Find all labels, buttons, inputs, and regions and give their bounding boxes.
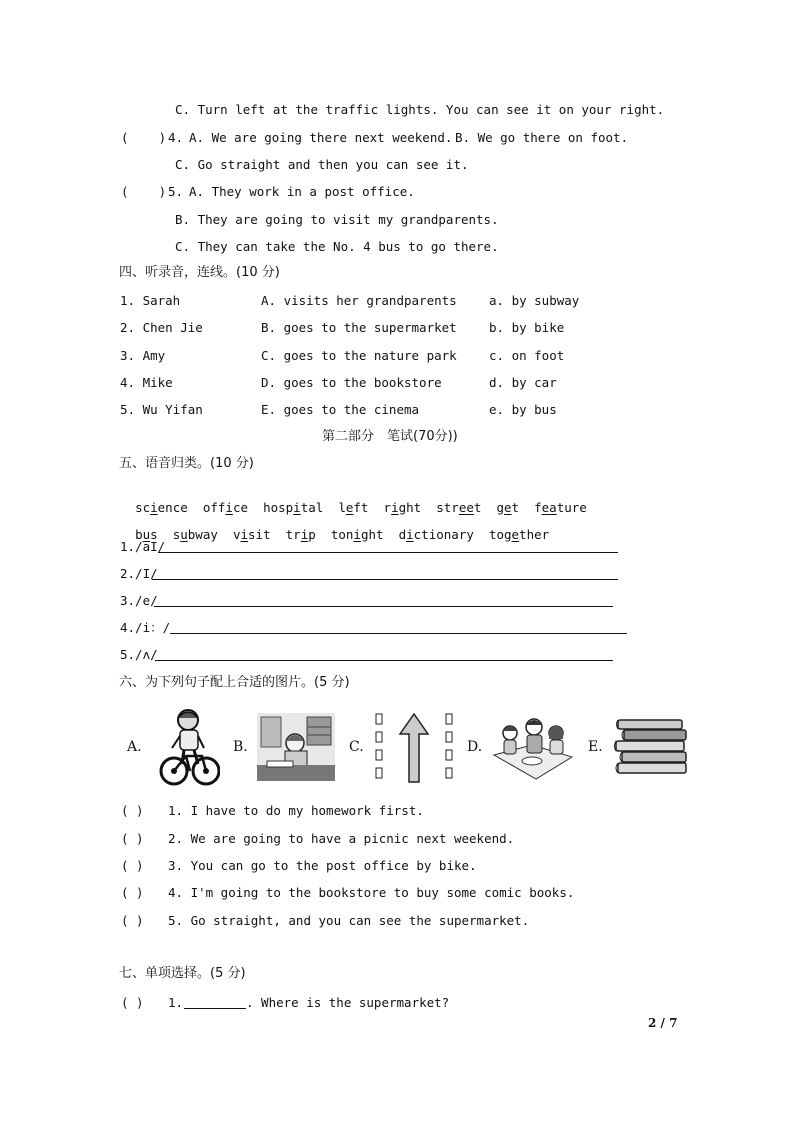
word: science — [135, 500, 188, 515]
q5-option-b: B. They are going to visit my grandparents. — [175, 212, 499, 227]
q4-option-c: C. Go straight and then you can see it. — [175, 157, 469, 172]
q4-option-b: B. We go there on foot. — [455, 130, 629, 145]
answer-paren[interactable]: ( ) — [121, 885, 144, 900]
match-name: 3. Amy — [120, 348, 166, 363]
go-straight-arrow-picture — [374, 712, 456, 784]
answer-blank[interactable] — [158, 540, 618, 553]
word: feature — [534, 500, 587, 515]
match-transport: e. by bus — [489, 402, 557, 417]
answer-paren[interactable]: ( ) — [121, 995, 144, 1010]
answer-blank[interactable] — [155, 648, 613, 661]
word: left — [338, 500, 369, 515]
question-number: 1. — [168, 995, 184, 1010]
section7-title: 七、单项选择。(5 分) — [119, 966, 246, 981]
match-sentence: 4. I'm going to the bookstore to buy some comic books. — [168, 885, 575, 900]
word: visit — [232, 527, 271, 542]
answer-paren[interactable]: ( ) — [121, 858, 144, 873]
word: trip — [285, 527, 316, 542]
q4-number: 4. — [168, 130, 184, 145]
q4-paren: ( ) — [121, 130, 167, 145]
match-place: A. visits her grandparents — [261, 293, 457, 308]
phoneme-label: 3./e/ — [120, 593, 158, 608]
answer-blank[interactable] — [184, 996, 246, 1009]
answer-blank[interactable] — [152, 567, 618, 580]
part2-title: 第二部分 笔试(70分)) — [322, 429, 458, 444]
picture-label: A. — [127, 739, 142, 755]
word: street — [436, 500, 482, 515]
match-sentence: 3. You can go to the post office by bike. — [168, 858, 477, 873]
match-place: B. goes to the supermarket — [261, 320, 457, 335]
q5-paren: ( ) — [121, 184, 167, 199]
word-row-2 — [120, 511, 549, 543]
section4-title: 四、听录音，连线。(10 分) — [119, 265, 280, 280]
picture-label: D. — [467, 739, 483, 755]
word: subway — [172, 527, 218, 542]
phoneme-label: 5./ʌ/ — [120, 647, 158, 662]
answer-paren[interactable]: ( ) — [121, 831, 144, 846]
match-transport: b. by bike — [489, 320, 565, 335]
child-on-bike-picture — [158, 708, 220, 788]
word: get — [496, 500, 520, 515]
phoneme-label: 4./i：/ — [120, 620, 171, 635]
student-doing-homework-picture — [257, 713, 335, 781]
match-place: D. goes to the bookstore — [261, 375, 442, 390]
word: hospital — [263, 500, 324, 515]
question-text: . Where is the supermarket? — [246, 995, 450, 1010]
picture-label: C. — [349, 739, 364, 755]
picture-label: B. — [233, 739, 248, 755]
answer-blank[interactable] — [154, 594, 613, 607]
match-transport: c. on foot — [489, 348, 565, 363]
match-place: C. goes to the nature park — [261, 348, 457, 363]
word: together — [488, 527, 550, 542]
q5-option-a: A. They work in a post office. — [189, 184, 415, 199]
match-transport: a. by subway — [489, 293, 580, 308]
q3-option-c: C. Turn left at the traffic lights. You can see it on your right. — [175, 102, 665, 117]
word: right — [383, 500, 422, 515]
section6-title: 六、为下列句子配上合适的图片。(5 分) — [119, 675, 350, 690]
phoneme-label: 1./aI/ — [120, 539, 166, 554]
word: dictionary — [398, 527, 474, 542]
match-name: 4. Mike — [120, 375, 173, 390]
picture-label: E. — [588, 739, 603, 755]
word: tonight — [330, 527, 384, 542]
match-name: 1. Sarah — [120, 293, 181, 308]
match-sentence: 2. We are going to have a picnic next weekend. — [168, 831, 515, 846]
section5-title: 五、语音归类。(10 分) — [119, 456, 254, 471]
answer-paren[interactable]: ( ) — [121, 803, 144, 818]
page-number: 2 / 7 — [648, 1016, 678, 1030]
q5-option-c: C. They can take the No. 4 bus to go there. — [175, 239, 499, 254]
match-name: 2. Chen Jie — [120, 320, 203, 335]
word: office — [202, 500, 248, 515]
answer-paren[interactable]: ( ) — [121, 913, 144, 928]
answer-blank[interactable] — [170, 621, 627, 634]
q5-number: 5. — [168, 184, 184, 199]
family-picnic-picture — [492, 715, 574, 781]
match-transport: d. by car — [489, 375, 557, 390]
match-place: E. goes to the cinema — [261, 402, 420, 417]
word: bus — [135, 527, 158, 542]
match-name: 5. Wu Yifan — [120, 402, 203, 417]
match-sentence: 5. Go straight, and you can see the supermarket. — [168, 913, 530, 928]
phoneme-label: 2./I/ — [120, 566, 158, 581]
match-sentence: 1. I have to do my homework first. — [168, 803, 424, 818]
stack-of-books-picture — [614, 719, 692, 775]
q4-option-a: A. We are going there next weekend. — [189, 130, 453, 145]
